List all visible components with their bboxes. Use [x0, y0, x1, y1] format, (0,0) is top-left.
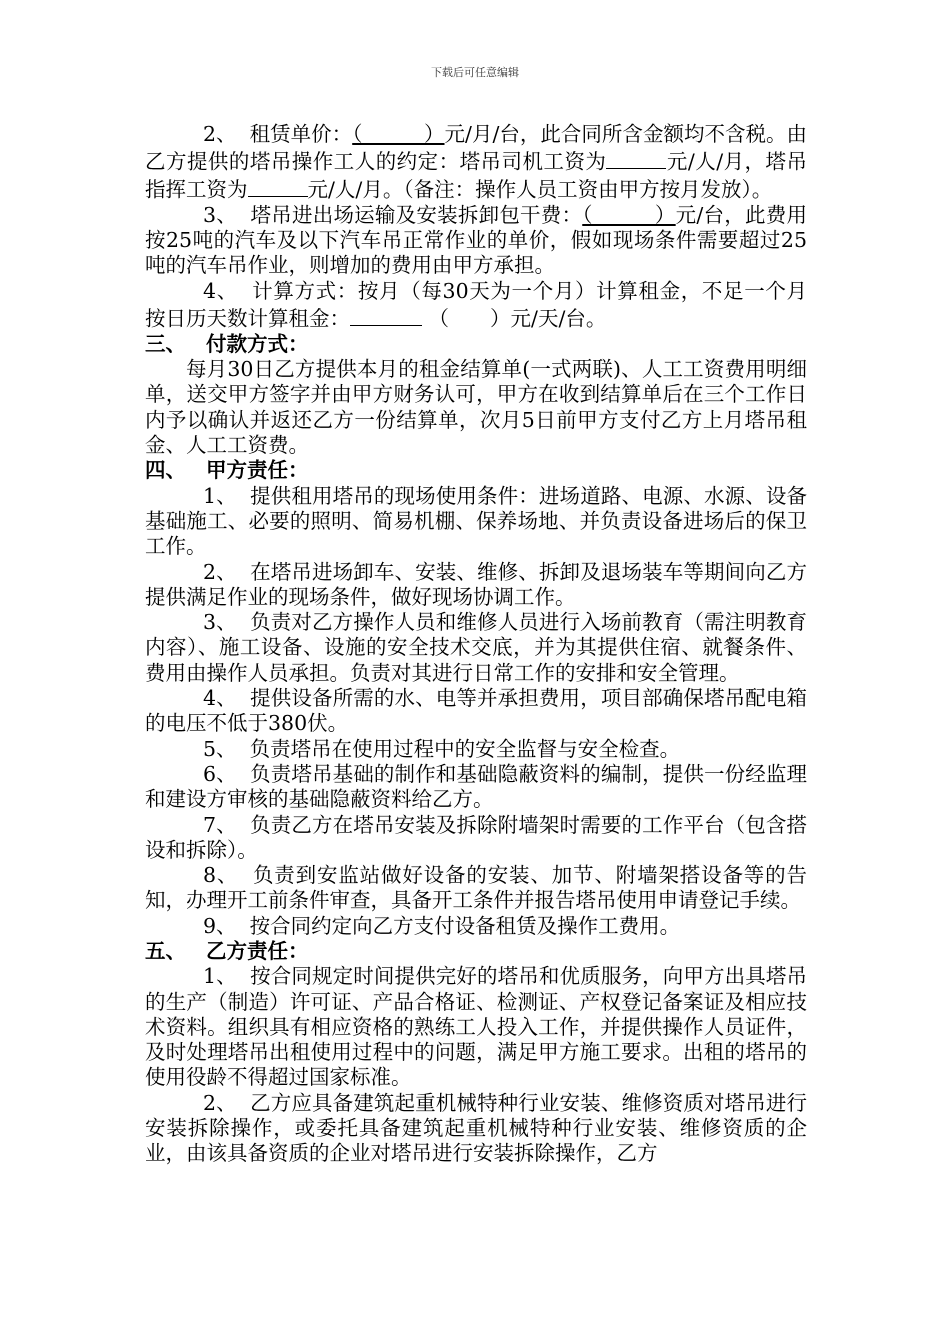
party-b-item: 1、 按合同规定时间提供完好的塔吊和优质服务，向甲方出具塔吊的生产（制造）许可证、产品合格证、检测证、产权登记备案证及相应技术资料。组织具有相应资格的熟练工人投入工作，并提供操作人员证件，及时处理塔吊出租使用过程中的问题，满足甲方施工要求。出租的塔吊的使用役龄不得超过国家标准。 — [145, 964, 807, 1090]
page-header: 下载后可任意编辑 — [431, 66, 519, 79]
party-a-item: 2、 在塔吊进场卸车、安装、维修、拆卸及退场装车等期间向乙方提供满足作业的现场条件，做好现场协调工作。 — [145, 559, 807, 609]
party-a-item: 5、 负责塔吊在使用过程中的安全监督与安全检查。 — [203, 736, 681, 761]
clause-number: 2、 — [203, 122, 237, 146]
clause-unit-price: 2、 租赁单价：（ ）元/月/台，此合同所含金额均不含税。由乙方提供的塔吊操作工人的约定：塔吊司机工资为 元/人/月，塔吊指挥工资为 元/人/月。（备注：操作人员工资由甲方按月发放）。 — [145, 122, 808, 202]
contract-body — [145, 122, 807, 1167]
clause-calculation: 4、 计算方式：按月（每30天为一个月）计算租金，不足一个月按日历天数计算租金： （ ）元/天/台。 — [145, 278, 807, 331]
transport-fee-blank: （ ） — [582, 202, 676, 227]
clause-transport-fee: 3、 塔吊进出场运输及安装拆卸包干费：（ ）元/台，此费用按25吨的汽车及以下汽车吊正常作业的单价，假如现场条件需要超过25吨的汽车吊作业，则增加的费用由甲方承担。 — [145, 202, 807, 278]
party-a-item: 9、 按合同约定向乙方支付设备租赁及操作工费用。 — [203, 913, 681, 938]
section-party-b-heading: 五、 乙方责任： — [145, 939, 309, 963]
payment-paragraph: 每月30日乙方提供本月的租金结算单(一式两联)、人工工资费用明细单，送交甲方签字并由甲方财务认可，甲方在收到结算单后在三个工作日内予以确认并返还乙方一份结算单，次月5日前甲方支付乙方上月塔吊租金、人工工资费。 — [145, 357, 807, 458]
party-a-item: 4、 提供设备所需的水、电等并承担费用，项目部确保塔吊配电箱的电压不低于380伏。 — [145, 686, 807, 736]
party-a-item: 6、 负责塔吊基础的制作和基础隐蔽资料的编制，提供一份经监理和建设方审核的基础隐蔽资料给乙方。 — [145, 761, 807, 812]
daily-rent-blank — [350, 304, 422, 326]
price-blank: （ ） — [352, 122, 445, 146]
party-a-item: 8、 负责到安监站做好设备的安装、加节、附墙架搭设备等的告知，办理开工前条件审查，具备开工条件并报告塔吊使用申请登记手续。 — [145, 863, 807, 913]
party-a-item: 1、 提供租用塔吊的现场使用条件：进场道路、电源、水源、设备基础施工、必要的照明、简易机棚、保养场地、并负责设备进场后的保卫工作。 — [145, 483, 807, 559]
section-party-a-heading: 四、 甲方责任： — [145, 458, 309, 483]
section-payment-heading: 三、 付款方式： — [145, 331, 309, 356]
clause-number: 3、 — [203, 202, 238, 227]
signaler-wage-blank — [248, 175, 308, 197]
party-a-item: 7、 负责乙方在塔吊安装及拆除附墙架时需要的工作平台（包含搭设和拆除）。 — [145, 812, 807, 862]
party-a-item: 3、 负责对乙方操作人员和维修人员进行入场前教育（需注明教育内容）、施工设备、设施的安全技术交底，并为其提供住宿、就餐条件、费用由操作人员承担。负责对其进行日常工作的安排和安全管理。 — [145, 610, 807, 685]
party-b-item: 2、 乙方应具备建筑起重机械特种行业安装、维修资质对塔吊进行安装拆除操作，或委托具备建筑起重机械特种行业安装、维修资质的企业，由该具备资质的企业对塔吊进行安装拆除操作，乙方 — [145, 1090, 807, 1166]
driver-wage-blank — [606, 147, 666, 169]
clause-number: 4、 — [203, 278, 238, 303]
